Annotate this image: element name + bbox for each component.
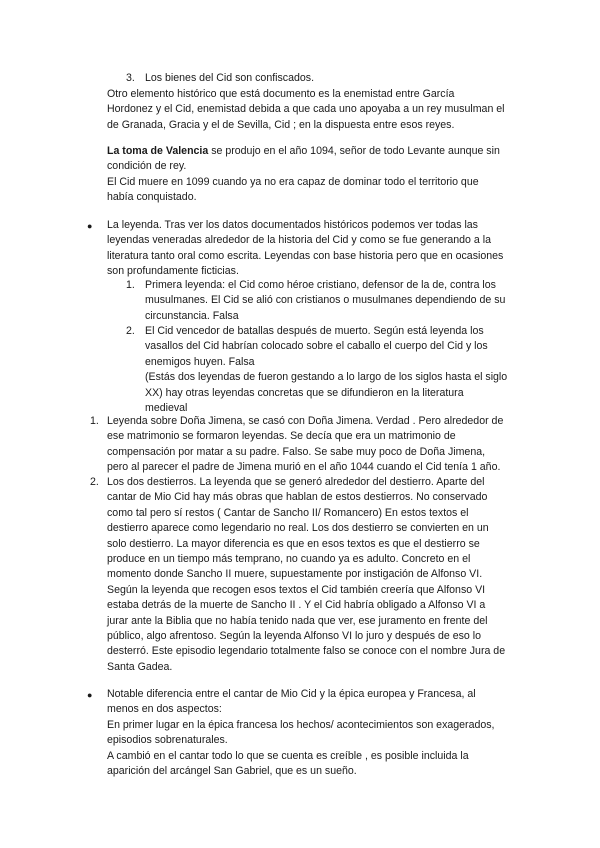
list-item-confiscados — [145, 71, 314, 86]
text-line: literatura tanto oral como escrita. Leyendas con base historia pero que en ocasiones — [107, 249, 504, 262]
text-line: Hordonez y el Cid, enemistad debida a que cada uno apoyaba a un rey musulman el — [107, 103, 505, 116]
list-item-vencedor — [145, 324, 507, 416]
list-marker: 1. — [126, 279, 135, 291]
text-line: En primer lugar en la épica francesa los hechos/ acontecimientos son exagerados, — [107, 718, 495, 731]
text-line: son profundamente ficticias. — [107, 265, 239, 278]
text-line: El Cid vencedor de batallas después de muerto. Según está leyenda los — [145, 325, 484, 337]
paragraph-leyenda — [107, 218, 503, 280]
text-line: condición de rey. — [107, 160, 187, 173]
paragraph-enemistad — [107, 87, 505, 133]
text-line: Los bienes del Cid son confiscados. — [145, 72, 315, 84]
text-line: ese matrimonio se formaron leyendas. Se decía que era un matrimonio de — [107, 430, 456, 443]
list-marker: 3. — [126, 72, 135, 84]
text-line: jurar ante la Biblia que no había tenido nada que ver, ese juramento en frente del — [107, 614, 488, 627]
paragraph-notable-diferencia — [107, 687, 494, 779]
text-line: desterró. Este episodio legendario totalmente falso se conoce con el nombre Jura de — [107, 645, 506, 658]
text-line: La leyenda. Tras ver los datos documentados históricos podemos ver todas las — [107, 219, 478, 231]
text-line: Notable diferencia entre el cantar de Mio Cid y la épica europea y Francesa, al — [107, 688, 476, 700]
text-line: momento donde Sancho II muere, supuestamente por instigación de Alfonso VI. — [107, 568, 483, 581]
text-line: (Estás dos leyendas de fueron gestando a lo largo de los siglos hasta el siglo — [145, 371, 508, 384]
text-line: destierro aparece como legendario no real. Los dos destierro se convierten en un — [107, 522, 489, 535]
text-line: cantar de Mio Cid hay más obras que hablan de estos destierros. No conservado — [107, 491, 488, 504]
text-line: menos en dos aspectos: — [107, 703, 222, 716]
text-line: circunstancia. Falsa — [145, 309, 239, 322]
bullet-icon: ● — [87, 221, 93, 231]
text-line: público, algo afrentoso. Según la leyenda Alfonso VI lo juro y después de eso lo — [107, 630, 481, 643]
bullet-icon: ● — [87, 690, 93, 700]
text-line: El Cid muere en 1099 cuando ya no era capaz de dominar todo el territorio que — [107, 175, 479, 188]
text-line: Leyenda sobre Doña Jimena, se casó con Doña Jimena. Verdad . Pero alrededor de — [107, 415, 504, 427]
text-line: medieval — [145, 402, 188, 415]
paragraph-valencia — [107, 144, 500, 206]
text-line: Otro elemento histórico que está documento es la enemistad entre García — [107, 88, 455, 100]
text-line: Primera leyenda: el Cid como héroe cristiano, defensor de la de, contra los — [145, 279, 496, 291]
list-item-destierros — [107, 475, 505, 675]
text-line: pero al parecer el padre de Jimena murió en el año 1044 cuando el Cid tenía 1 año. — [107, 461, 501, 474]
text-line: enemigos huyen. Falsa — [145, 355, 255, 368]
text-line: vasallos del Cid habrían colocado sobre el caballo el cuerpo del Cid y los — [145, 340, 488, 353]
text-line: estaba detrás de la muerte de Sancho II . Y el Cid habría obligado a Alfonso VI a — [107, 599, 486, 612]
text-line: musulmanes. El Cid se alió con cristianos o musulmanes dependiendo de su — [145, 294, 506, 307]
text-line: compensación por matar a su padre. Falso. Se sabe muy poco de Doña Jimena, — [107, 445, 486, 458]
text-line: episodios sobrenaturales. — [107, 734, 228, 747]
text-line: Santa Gadea. — [107, 660, 173, 673]
text-line: como tal pero sí restos ( Cantar de Sancho II/ Romancero) En estos textos el — [107, 506, 469, 519]
text-line: aparición del arcángel San Gabriel, que es un sueño. — [107, 765, 357, 778]
text-line: leyendas veneradas alrededor de la historia del Cid y como se fue generando a la — [107, 234, 491, 247]
list-marker: 1. — [90, 415, 99, 427]
text-line: Los dos destierros. La leyenda que se generó alrededor del destierro. Aparte del — [107, 476, 485, 488]
text-line: de Granada, Gracia y el de Sevilla, Cid ; en la dispuesta entre esos reyes. — [107, 118, 455, 131]
text-line: Según la leyenda que recogen esos textos el Cid también creería que Alfonso VI — [107, 583, 486, 596]
text-line: produce en un tiempo más temprano, no cuando ya es adulto. Concreto en el — [107, 553, 471, 566]
text-line: XX) hay otras leyendas concretas que se difundieron en la literatura — [145, 386, 464, 399]
bold-heading: La toma de Valencia — [107, 145, 209, 157]
list-item-primera-leyenda — [145, 278, 505, 324]
text-line: La toma de Valencia se produjo en el año 1094, señor de todo Levante aunque sin — [107, 145, 500, 157]
text-line: solo destierro. La mayor diferencia es que en esos textos es que el destierro se — [107, 537, 480, 550]
text-line: A cambió en el cantar todo lo que se cuenta es creíble , es posible incluida la — [107, 749, 469, 762]
list-marker: 2. — [126, 325, 135, 337]
text-line: había conquistado. — [107, 191, 197, 204]
list-marker: 2. — [90, 476, 99, 488]
list-item-jimena — [107, 414, 503, 476]
